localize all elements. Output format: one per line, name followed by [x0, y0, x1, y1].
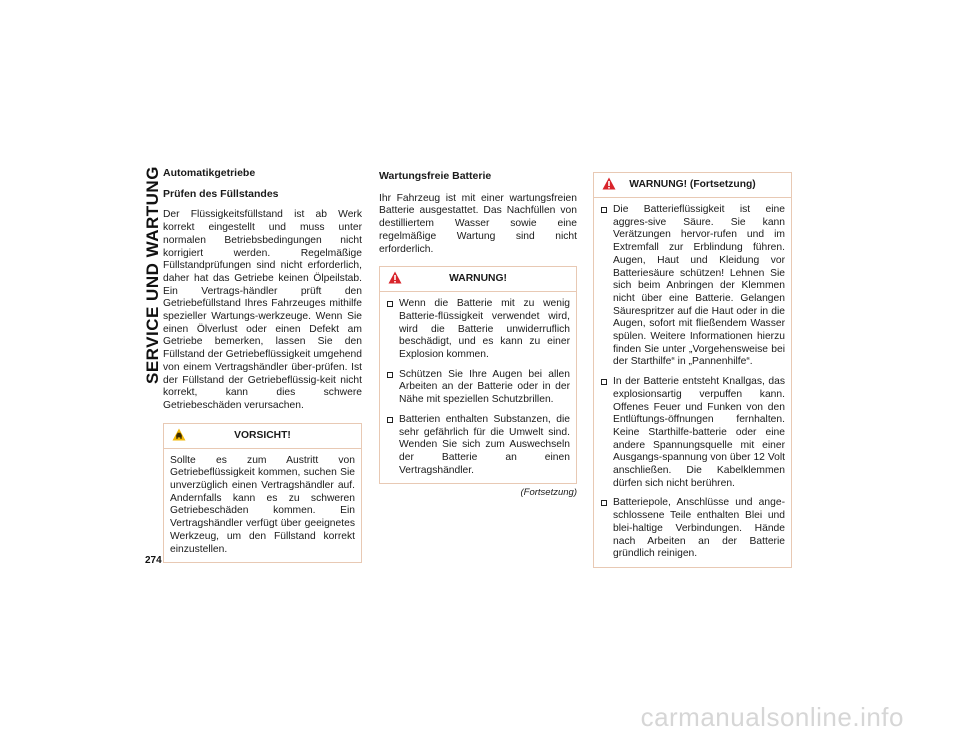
page-number: 274 [145, 555, 162, 566]
warning-triangle-icon [388, 271, 402, 284]
caution-title: VORSICHT! [234, 429, 291, 441]
warning-triangle-icon [602, 177, 616, 190]
warning-continued-title: WARNUNG! (Fortsetzung) [629, 179, 756, 190]
continued-label: (Fortsetzung) [520, 487, 577, 499]
caution-header [164, 424, 361, 449]
bullet-square-icon [601, 500, 607, 506]
list-item: Schützen Sie Ihre Augen bei allen Arbeiten an der Batterie oder in der Nähe mit speziellen Schutzbrillen. [386, 369, 570, 407]
list-item: Batterien enthalten Substanzen, die sehr gefährlich für die Umwelt sind. Wenden Sie sich zum Auswechseln der Batterie an einen Vertragshändler. [386, 414, 570, 478]
caution-car-icon [172, 428, 186, 441]
bullet-square-icon [387, 417, 393, 423]
list-item: In der Batterie entsteht Knallgas, das explosionsartig verpuffen kann. Offenes Feuer und Funken von den Entlüftungs-öffnungen fernhalten. Keine Starthilfe-batterie oder eine andere Spannungsquelle mit einer Ausgangs-spannung von über 12 Volt anschließen. Die Kabelklemmen dürfen sich nicht berühren. [600, 376, 785, 490]
warning-box [379, 266, 577, 484]
list-item: Die Batterieflüssigkeit ist eine aggres-sive Säure. Sie kann Verätzungen hervor-rufen und im Extremfall zur Erblindung führen. Augen, Haut und Kleidung vor Batteriesäure schützen! Lehnen Sie sich beim Anbringen der Klemmen nicht über eine Batterie. Gelangen Säurespritzer auf die Haut oder in die Augen, sofort mit fließendem Wasser spülen. Weitere Informationen hierzu finden Sie unter „Vorgehensweise bei der Starthilfe“ in „Pannenhilfe“. [600, 204, 785, 369]
list-item: Wenn die Batterie mit zu wenig Batterie-flüssigkeit verwendet wird, wird die Batterie unwiderruflich beschädigt, und es kann zu einer Explosion kommen. [386, 298, 570, 362]
column-battery [379, 170, 577, 500]
battery-paragraph: Ihr Fahrzeug ist mit einer wartungsfreien Batterie ausgestattet. Das Nachfüllen von destilliertem Wasser sowie eine regelmäßige Wartung sind nicht erforderlich. [379, 192, 577, 255]
warning-title: WARNUNG! [449, 273, 507, 285]
heading-wartungsfreie-batterie: Wartungsfreie Batterie [379, 170, 492, 182]
section-tab: SERVICE UND WARTUNG [143, 166, 162, 384]
column-automatic-transmission [163, 167, 362, 563]
warning-continued-header [594, 173, 791, 198]
watermark: carmanualsonline.info [640, 702, 904, 732]
list-item: Batteriepole, Anschlüsse und ange-schlossene Teile enthalten Blei und blei-haltige Verbindungen. Hände nach Arbeiten an der Batterie gründlich reinigen. [600, 497, 785, 561]
caution-box [163, 423, 362, 564]
heading-automatikgetriebe: Automatikgetriebe [163, 167, 256, 179]
caution-text: Sollte es zum Austritt von Getriebeflüssigkeit kommen, suchen Sie unverzüglich einen Vertragshändler auf. Andernfalls kann es zu schweren Getriebeschäden kommen. Ein Vertragshändler verfügt über geeignetes Werkzeug, um den Füllstand korrekt einzustellen. [170, 454, 355, 555]
bullet-square-icon [387, 372, 393, 378]
warning-header [380, 267, 576, 292]
column-warning-continued [593, 172, 792, 568]
warning-continued-box [593, 172, 792, 568]
transmission-paragraph: Der Flüssigkeitsfüllstand ist ab Werk korrekt eingestellt und muss unter normalen Betriebsbedingungen nicht korrigiert werden. Regelmäßige Füllstandprüfungen sind nicht erforderlich, daher hat das Getriebe keinen Ölpeilstab. Ein Vertrags-händler prüft den Getriebefüllstand Ihres Fahrzeuges mithilfe spezieller Wartungs-werkzeuge. Wenn Sie einen Ölverlust oder einen Defekt am Getriebe bemerken, lassen Sie den Füllstand der Getriebeflüssigkeit umgehend von einem Vertragshändler über-prüfen. Ist der Füllstand der Getriebeflüssig-keit nicht korrekt, kann dies schwere Getriebeschäden verursachen. [163, 209, 362, 411]
subheading-fuellstand: Prüfen des Füllstandes [163, 187, 279, 200]
bullet-square-icon [601, 379, 607, 385]
bullet-square-icon [387, 301, 393, 307]
bullet-square-icon [601, 207, 607, 213]
